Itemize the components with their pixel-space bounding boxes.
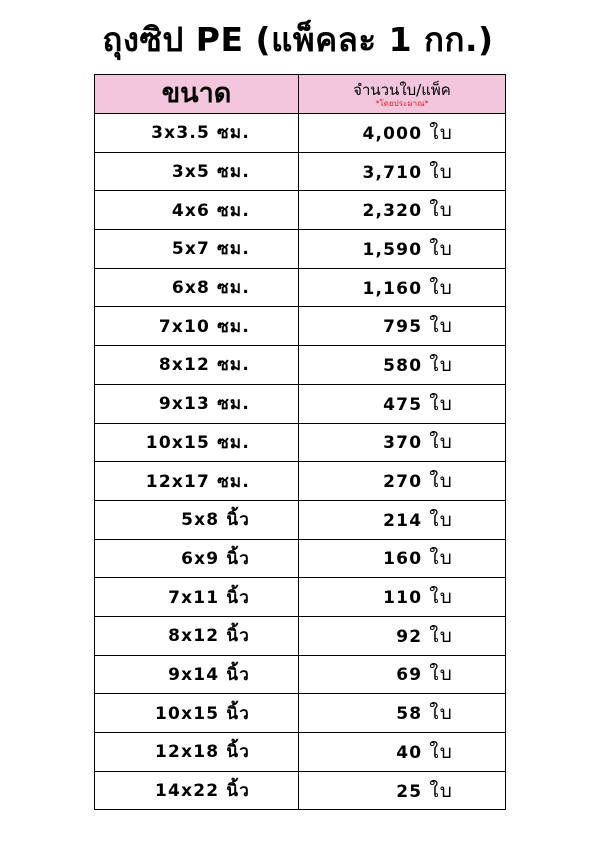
qty-unit: ใบ (429, 160, 453, 183)
qty-cell (299, 191, 506, 230)
qty-value: 270 (383, 472, 423, 493)
qty-value: 92 (396, 626, 423, 647)
qty-value: 214 (383, 510, 423, 531)
table-row (95, 694, 506, 733)
table-row (95, 500, 506, 539)
qty-unit: ใบ (429, 586, 453, 609)
qty-cell (299, 307, 506, 346)
qty-unit: ใบ (429, 547, 453, 570)
table-row (95, 346, 506, 385)
table-row (95, 230, 506, 269)
table-row (95, 384, 506, 423)
table-row (95, 152, 506, 191)
table-row (95, 655, 506, 694)
size-cell: 7x10 ซม. (95, 307, 299, 346)
qty-value: 58 (396, 704, 423, 725)
size-cell: 3x3.5 ซม. (95, 114, 299, 153)
qty-cell (299, 152, 506, 191)
size-cell: 4x6 ซม. (95, 191, 299, 230)
qty-value: 25 (396, 781, 423, 802)
qty-unit: ใบ (429, 237, 453, 260)
qty-cell (299, 384, 506, 423)
table-row (95, 307, 506, 346)
qty-unit: ใบ (429, 353, 453, 376)
qty-value: 580 (383, 355, 423, 376)
qty-cell (299, 655, 506, 694)
qty-value: 40 (396, 742, 423, 763)
table-row (95, 423, 506, 462)
qty-unit: ใบ (429, 199, 453, 222)
qty-value: 160 (383, 549, 423, 570)
size-cell: 12x18 นิ้ว (95, 733, 299, 772)
qty-unit: ใบ (429, 121, 453, 144)
qty-cell (299, 230, 506, 269)
size-cell: 14x22 นิ้ว (95, 771, 299, 810)
qty-value: 2,320 (362, 201, 423, 222)
qty-cell (299, 500, 506, 539)
table-header-row (95, 75, 506, 114)
qty-cell (299, 346, 506, 385)
qty-cell (299, 268, 506, 307)
qty-cell (299, 114, 506, 153)
table-row (95, 268, 506, 307)
qty-unit: ใบ (429, 508, 453, 531)
qty-value: 1,590 (362, 239, 423, 260)
size-cell: 9x13 ซม. (95, 384, 299, 423)
qty-value: 110 (383, 588, 423, 609)
size-cell: 10x15 ซม. (95, 423, 299, 462)
qty-value: 3,710 (362, 162, 423, 183)
qty-unit: ใบ (429, 276, 453, 299)
table-row (95, 191, 506, 230)
qty-value: 1,160 (362, 278, 423, 299)
qty-value: 370 (383, 433, 423, 454)
size-quantity-table (94, 74, 506, 810)
table-body (95, 114, 506, 810)
qty-cell (299, 423, 506, 462)
size-cell: 3x5 ซม. (95, 152, 299, 191)
header-qty-cell (299, 75, 506, 114)
qty-value: 475 (383, 394, 423, 415)
qty-cell (299, 733, 506, 772)
size-cell: 6x9 นิ้ว (95, 539, 299, 578)
qty-cell (299, 694, 506, 733)
qty-cell (299, 578, 506, 617)
header-note: *โดยประมาณ* (375, 98, 429, 108)
qty-cell (299, 616, 506, 655)
size-cell: 6x8 ซม. (95, 268, 299, 307)
qty-cell (299, 771, 506, 810)
qty-cell (299, 462, 506, 501)
qty-unit: ใบ (429, 779, 453, 802)
size-cell: 7x11 นิ้ว (95, 578, 299, 617)
qty-unit: ใบ (429, 315, 453, 338)
table-row (95, 771, 506, 810)
table-row (95, 114, 506, 153)
size-cell: 5x8 นิ้ว (95, 500, 299, 539)
header-size: ขนาด (95, 75, 299, 114)
table-row (95, 733, 506, 772)
table-row (95, 616, 506, 655)
qty-unit: ใบ (429, 702, 453, 725)
page-title: ถุงซิป PE (แพ็คละ 1 กก.) (102, 20, 494, 59)
qty-value: 4,000 (362, 123, 423, 144)
size-cell: 5x7 ซม. (95, 230, 299, 269)
qty-unit: ใบ (429, 740, 453, 763)
qty-unit: ใบ (429, 624, 453, 647)
table-row (95, 539, 506, 578)
table-row (95, 462, 506, 501)
qty-unit: ใบ (429, 470, 453, 493)
qty-value: 69 (396, 665, 423, 686)
size-cell: 8x12 นิ้ว (95, 616, 299, 655)
qty-unit: ใบ (429, 392, 453, 415)
header-qty: จำนวนใบ/แพ็ค (353, 80, 451, 99)
size-cell: 9x14 นิ้ว (95, 655, 299, 694)
qty-unit: ใบ (429, 431, 453, 454)
table-row (95, 578, 506, 617)
size-cell: 12x17 ซม. (95, 462, 299, 501)
qty-unit: ใบ (429, 663, 453, 686)
size-cell: 8x12 ซม. (95, 346, 299, 385)
qty-cell (299, 539, 506, 578)
size-cell: 10x15 นิ้ว (95, 694, 299, 733)
qty-value: 795 (383, 317, 423, 338)
